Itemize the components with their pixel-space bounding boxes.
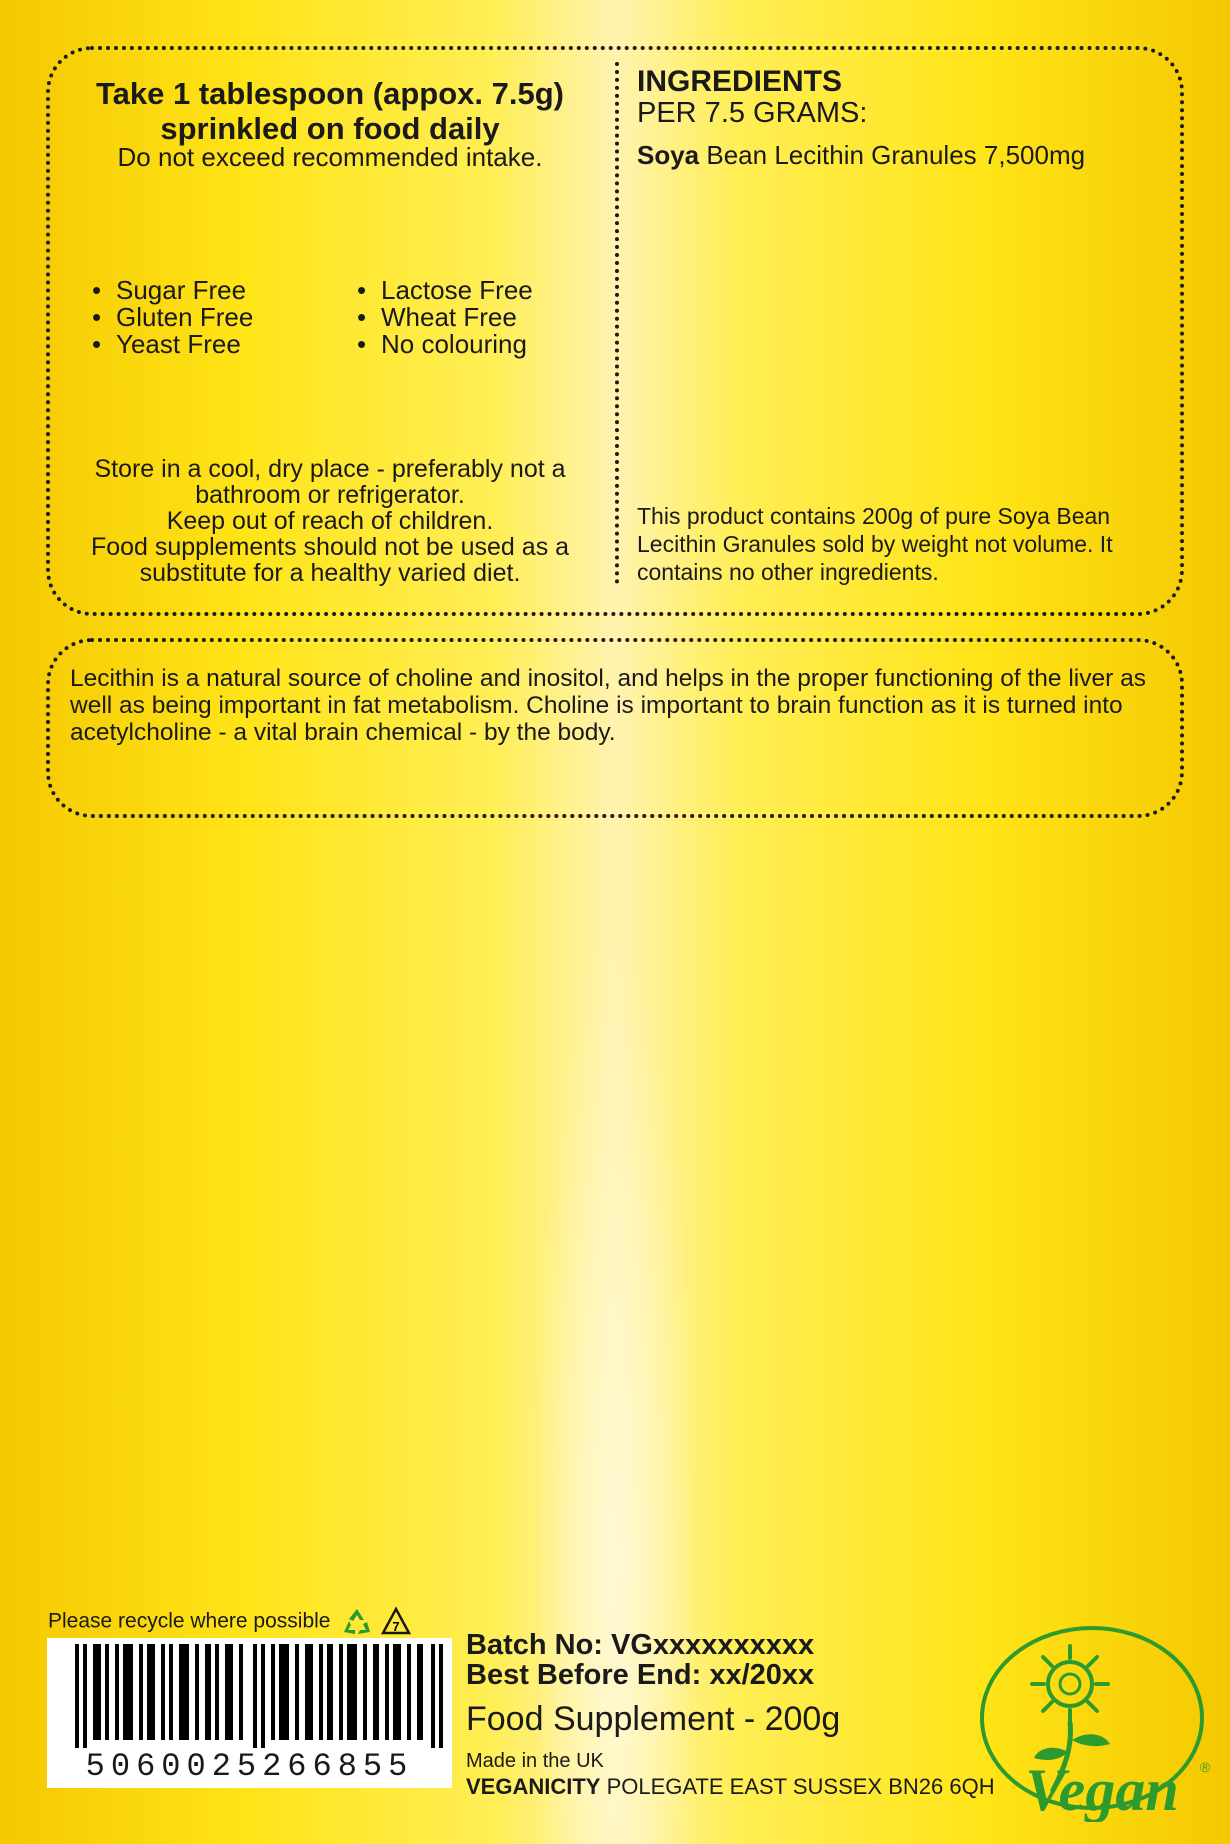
panel-divider	[615, 62, 619, 584]
sunflower-icon	[1032, 1646, 1108, 1722]
product-size: Food Supplement - 200g	[466, 1700, 841, 1738]
free-from-list-left	[92, 277, 253, 358]
ingredient-line	[637, 140, 1085, 171]
free-from-item: • Lactose Free	[357, 277, 533, 304]
best-before: Best Before End: xx/20xx	[466, 1659, 815, 1691]
contains-statement: This product contains 200g of pure Soya Bean Lecithin Granules sold by weight not volume. It contains no other ingredients.	[637, 503, 1113, 585]
vegan-logo	[976, 1622, 1212, 1822]
dosage-title-line2: sprinkled on food daily	[160, 111, 500, 146]
storage-warnings	[60, 456, 600, 586]
barcode-digits: 5060025266855	[85, 1748, 414, 1785]
storage-line: bathroom or refrigerator.	[195, 481, 465, 509]
company-address: POLEGATE EAST SUSSEX BN26 6QH	[600, 1774, 995, 1799]
recycle-notice	[48, 1606, 412, 1638]
batch-info	[466, 1630, 814, 1690]
ingredients-heading: INGREDIENTS	[637, 65, 843, 98]
company-name: VEGANICITY	[466, 1774, 601, 1799]
free-from-item: • No colouring	[357, 331, 533, 358]
vegan-logo-text: Vegan	[1025, 1757, 1179, 1822]
storage-line: Food supplements should not be used as a	[90, 533, 570, 561]
recycle-icon	[340, 1606, 374, 1638]
plastic-code-icon	[380, 1606, 412, 1638]
storage-line: Keep out of reach of children.	[166, 507, 494, 535]
storage-line: Store in a cool, dry place - preferably not a	[94, 455, 566, 483]
dosage-title	[60, 76, 600, 146]
free-from-item: • Gluten Free	[92, 304, 253, 331]
free-from-item: • Sugar Free	[92, 277, 253, 304]
registered-mark: ®	[1200, 1759, 1211, 1775]
ingredient-allergen: Soya	[637, 140, 700, 170]
made-in: Made in the UK	[466, 1750, 604, 1772]
free-from-item: • Yeast Free	[92, 331, 253, 358]
plastic-code: 7	[392, 1619, 400, 1634]
barcode	[47, 1638, 452, 1788]
recycle-text: Please recycle where possible	[48, 1609, 331, 1633]
batch-number: Batch No: VGxxxxxxxxxx	[466, 1629, 815, 1661]
dosage-title-line1: Take 1 tablespoon (appox. 7.5g)	[96, 76, 564, 111]
free-from-item: • Wheat Free	[357, 304, 533, 331]
ingredient-amount: 7,500mg	[976, 140, 1086, 170]
ingredients-subheading: PER 7.5 GRAMS:	[637, 97, 868, 129]
free-from-list-right	[357, 277, 533, 358]
dosage-note: Do not exceed recommended intake.	[117, 142, 543, 172]
barcode-bars	[75, 1644, 445, 1748]
storage-line: substitute for a healthy varied diet.	[139, 559, 521, 587]
ingredient-name: Bean Lecithin Granules	[699, 140, 977, 170]
info-text: Lecithin is a natural source of choline and inositol, and helps in the proper functioning of the liver as well as being important in fat metabolism. Choline is important to brain function as it is turned into acetylcholine - a vital brain chemical - by the body.	[70, 665, 1146, 746]
maker-address	[466, 1774, 995, 1800]
